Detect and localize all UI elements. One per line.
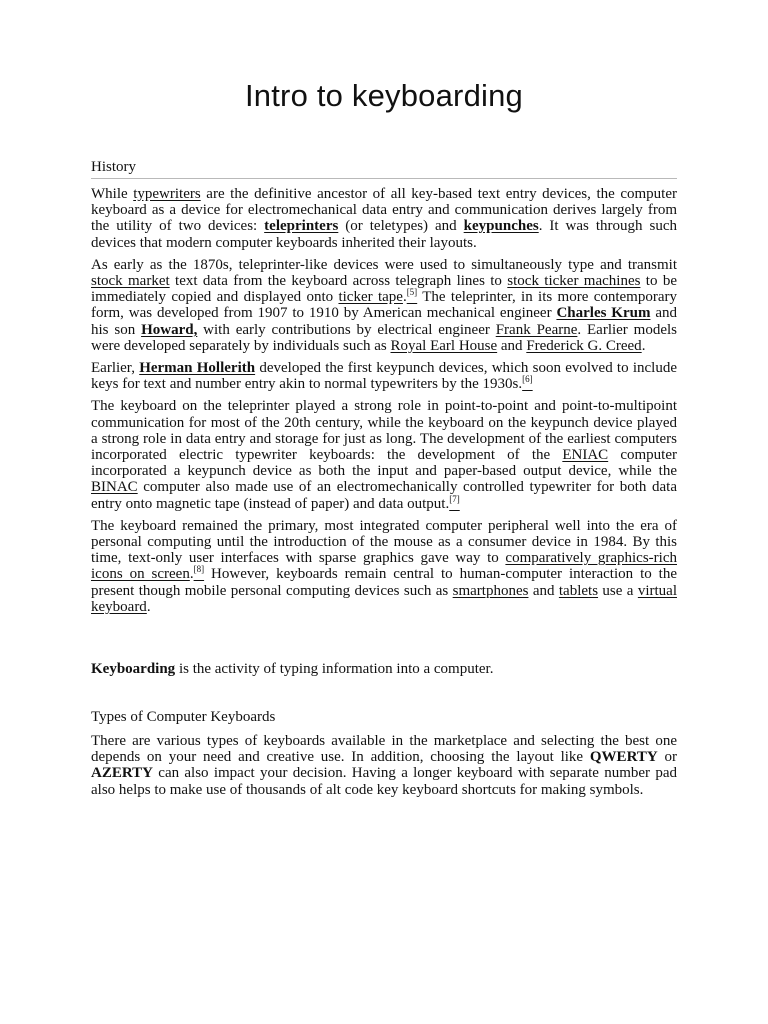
text: (or teletypes) and [338,218,464,235]
text: Earlier, [91,360,140,377]
citation-label: [5] [406,287,418,298]
text: . [189,566,194,583]
link-ticker-tape[interactable]: ticker tape [338,289,403,306]
link-stock-ticker-machines[interactable]: stock ticker machines [507,273,641,290]
text: While [91,186,134,202]
text: . Earlier models were developed separately by individuals such as [91,321,677,354]
keyboarding-term: Keyboarding [91,661,176,678]
link-label: teleprinters [264,218,339,235]
spacer [91,615,677,661]
link-frederick-g-creed[interactable]: Frederick G. Creed [526,337,642,354]
paragraph-keyboard-types [91,733,677,798]
text: As early as the 1870s, teleprinter-like devices were used to simultaneously type and transmit [91,256,677,273]
link-keypunches[interactable] [464,218,539,234]
paragraph-typewriters [91,186,677,251]
citation-link-7[interactable] [449,493,460,512]
paragraph-teleprinter-history [91,257,677,354]
link-teleprinters[interactable] [264,218,338,234]
link-tablets[interactable]: tablets [558,582,599,599]
text: text data from the keyboard across telegraph lines to [169,273,508,290]
text: However, keyboards remain central to human-computer interaction to the present though mobile personal computing devices such as [91,566,677,599]
keyboarding-definition [91,661,677,678]
text: . [641,337,646,354]
link-stock-market[interactable]: stock market [91,273,170,290]
text: . [402,289,407,306]
history-heading: History [91,158,677,179]
link-howard[interactable] [141,322,197,338]
link-graphics-rich-icons[interactable]: comparatively graphics-rich icons on screen [91,550,677,583]
text: use a [598,582,638,599]
layout-azerty: AZERTY [91,765,153,782]
citation-link-5[interactable] [407,289,418,305]
text: and [497,337,527,354]
page-title: Intro to keyboarding [244,78,523,113]
text: The keyboard on the teleprinter played a strong role in point-to-point and point-to-multipoint communication for most of the 20th century, while the keyboard on the keypunch device played a strong role in data entry and storage for just as long. The development of the earliest computers incorporated electric typewriter keyboards: the development of the [91,398,677,464]
types-heading: Types of Computer Keyboards [91,709,276,726]
paragraph-personal-computing [91,518,677,615]
link-label: keypunches [463,218,539,235]
citation-label: [6] [522,374,533,385]
link-binac[interactable]: BINAC [91,479,138,496]
paragraph-teleprinter-keyboard [91,398,677,511]
text: is the activity of typing information into a computer. [175,661,494,678]
text: computer also made use of an electromechanically controlled typewriter for both data entry onto magnetic tape (instead of paper) and data output. [91,479,677,512]
link-typewriters[interactable]: typewriters [133,186,201,202]
text: developed the first keypunch devices, which soon evolved to include keys for text and number entry akin to normal typewriters by the 1930s. [91,360,677,393]
text: . It was through such devices that modern computer keyboards inherited their layouts. [91,218,677,251]
text: are the definitive ancestor of all key-based text entry devices, the computer keyboard as a device for electromechanical data entry and communication derives largely from the utility of two devices: [91,186,677,235]
citation-link-8[interactable] [194,566,205,582]
link-eniac[interactable]: ENIAC [562,447,609,464]
paragraph-hollerith [91,360,677,392]
link-charles-krum[interactable] [556,305,650,321]
text: The keyboard remained the primary, most integrated computer peripheral well into the era of personal computing until the introduction of the mouse as a consumer device in 1984. By this time, text-only user interfaces with sparse graphics gave way to [91,517,677,567]
link-label: Charles Krum [556,305,651,322]
link-smartphones[interactable]: smartphones [452,582,529,599]
text: can also impact your decision. Having a longer keyboard with separate number pad also helps to make use of thousands of alt code key keyboard shortcuts for making symbols. [91,765,677,798]
text: computer incorporated a keypunch device as both the input and paper-based output device, while the [91,447,677,480]
link-frank-pearne[interactable]: Frank Pearne [495,321,578,338]
citation-label: [7] [449,493,460,504]
link-herman-hollerith[interactable] [139,360,255,376]
text: . [146,598,151,615]
citation-link-6[interactable] [522,376,533,392]
link-royal-earl-house[interactable]: Royal Earl House [390,337,498,354]
text: or [657,749,677,766]
layout-qwerty: QWERTY [589,749,658,766]
link-label: Herman Hollerith [139,360,256,377]
text: and his son [91,305,677,338]
text: The teleprinter, in its more contemporary form, was developed from 1907 to 1910 by American mechanical engineer [91,289,677,322]
citation-label: [8] [193,564,205,575]
text: and [528,582,559,599]
link-label: Howard, [141,321,198,338]
text: There are various types of keyboards available in the marketplace and selecting the best one depends on your need and creative use. In addition, choosing the layout like [91,733,677,766]
spacer [91,678,677,708]
text: with early contributions by electrical engineer [197,321,496,338]
text: to be immediately copied and displayed onto [91,273,677,306]
link-virtual-keyboard[interactable]: virtual keyboard [91,582,677,615]
